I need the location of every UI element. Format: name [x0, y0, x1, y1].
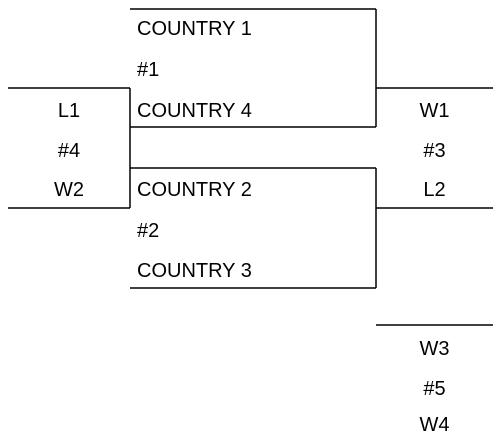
- left-match-bottom: W2: [54, 179, 84, 201]
- left-match-number: #4: [57, 140, 81, 162]
- sf1-match-number: #1: [137, 59, 160, 81]
- right-match-number: #3: [423, 140, 446, 162]
- final-match-number: #5: [423, 378, 446, 400]
- right-match-bottom: L2: [423, 179, 446, 201]
- right-match-top: W1: [419, 100, 450, 122]
- sf2-match-number: #2: [137, 220, 160, 242]
- sf2-team-bottom: COUNTRY 3: [137, 260, 252, 282]
- final-match-bottom: W4: [419, 414, 450, 436]
- left-match-top: L1: [57, 100, 81, 122]
- sf1-team-bottom: COUNTRY 4: [137, 100, 252, 122]
- final-match-top: W3: [419, 338, 450, 360]
- sf1-team-top: COUNTRY 1: [137, 18, 252, 40]
- sf2-team-top: COUNTRY 2: [137, 179, 252, 201]
